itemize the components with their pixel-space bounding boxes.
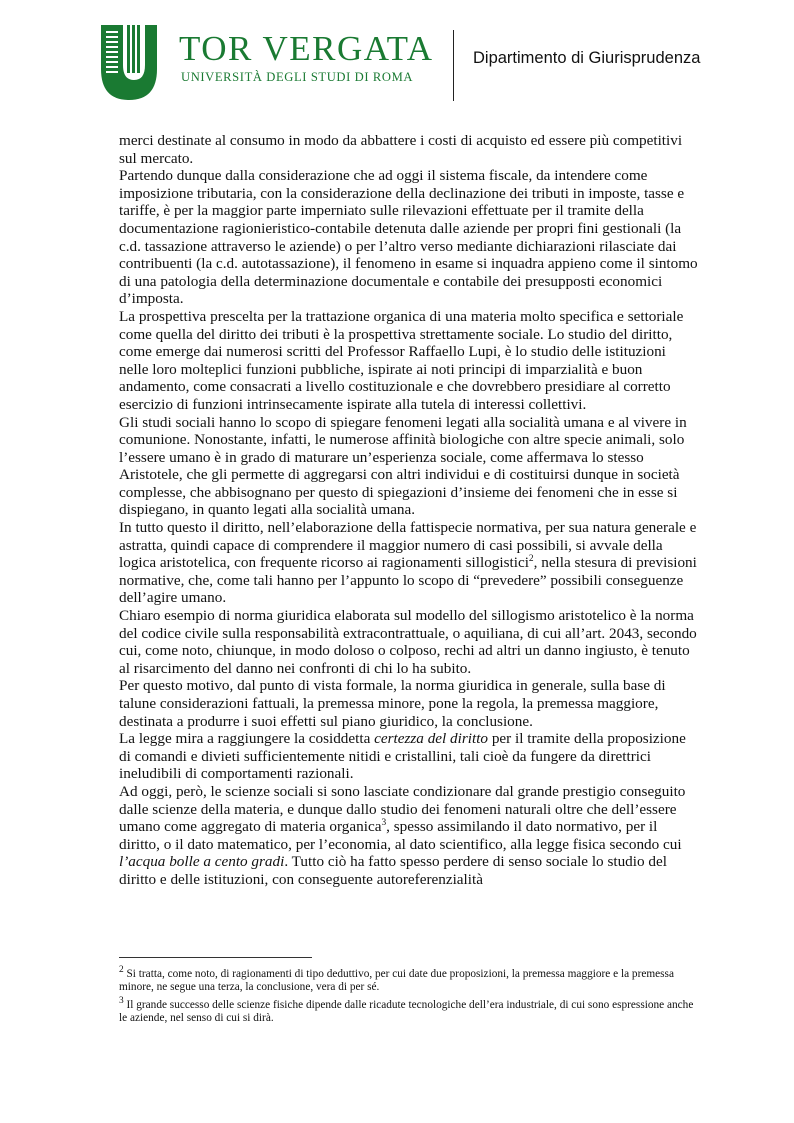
header-divider (453, 30, 454, 101)
text-span: In tutto questo il diritto, nell’elaborazione della fattispecie normativa, per sua natura generale e astratta, quindi capace di comprendere il maggior numero di casi possibili, si avvale della logica aristotelica, con frequente ricorso ai ragionamenti sillogistici (119, 519, 697, 572)
paragraph: Partendo dunque dalla considerazione che ad oggi il sistema fiscale, da intendere come imposizione tributaria, con la considerazione della declinazione dei tributi in imposte, tasse e tariffe, è per la maggior parte imperniato sulle rilevazioni effettuate per il tramite della documentazione ragionieristico-contabile detenuta dalle aziende per propri fini gestionali (la c.d. tassazione attraverso le aziende) o per l’altro verso mediante dichiarazioni rilasciate dai contribuenti (la c.d. autotassazione), il fenomeno in esame si inquadra appieno come il sintomo di una patologia della determinazione documentale e contabile dei presupposti economici d’imposta. (119, 167, 698, 308)
body-text (119, 132, 699, 889)
paragraph: Gli studi sociali hanno lo scopo di spiegare fenomeni legati alla socialità umana e al vivere in comunione. Nonostante, infatti, le numerose affinità biologiche con altre specie animali, solo l’essere umano è in grado di maturare un’esperienza sociale, come affermava lo stesso Aristotele, che gli permette di aggregarsi con altri individui e di costituirsi dunque in società complesse, che abbisognano per questo di spiegazioni d’insieme dei fenomeni che in esse si dispiegano, in quanto legati alla socialità umana. (119, 413, 687, 519)
text-span: Ad oggi, però, le scienze sociali si sono lasciate condizionare dal grande prestigio conseguito dalle scienze della materia, e dunque dallo studio dei fenomeni naturali oltre che dell’essere umano come aggregato di materia organica (119, 782, 686, 836)
footnote-text: Il grande successo delle scienze fisiche dipende dalle ricadute tecnologiche dell’era industriale, di cui sono espressione anche le aziende, nel senso di cui si dirà. (119, 998, 694, 1024)
footnote-number: 3 (119, 995, 124, 1006)
text-span: La legge mira a raggiungere la cosiddetta (119, 730, 375, 748)
paragraph (119, 730, 699, 783)
university-logo-icon (101, 25, 157, 100)
paragraph: merci destinate al consumo in modo da abbattere i costi di acquisto ed essere più competitivi sul mercato. (119, 132, 683, 167)
paragraph (119, 783, 699, 889)
text-span: per il tramite della proposizione di comandi e divieti sufficientemente nitidi e cristallini, tali cioè da fungere da direttrici ineludibili di comportamenti razionali. (119, 730, 686, 783)
emphasis: l’acqua bolle a cento gradi (119, 853, 285, 871)
paragraph (119, 519, 699, 607)
footnote-ref[interactable]: 2 (528, 554, 534, 565)
paragraph: Per questo motivo, dal punto di vista formale, la norma giuridica in generale, sulla base di talune considerazioni fattuali, la premessa minore, pone la regola, la premessa maggiore, destinata a produrre i suoi effetti sul piano giuridico, la conclusione. (119, 677, 666, 730)
footnote-number: 2 (119, 965, 124, 975)
university-subtitle: UNIVERSITÀ DEGLI STUDI DI ROMA (181, 70, 414, 84)
footnote (119, 995, 699, 1026)
text-span: . Tutto ciò ha fatto spesso perdere di senso sociale lo studio del diritto e delle istituzioni, con conseguente autoreferenzialità (119, 853, 667, 888)
footnote-ref[interactable]: 3 (381, 818, 387, 829)
paragraph: Chiaro esempio di norma giuridica elaborata sul modello del sillogismo aristotelico è la norma del codice civile sulla responsabilità extracontrattuale, o aquiliana, di cui all’art. 2043, secondo cui, come noto, chiunque, in modo doloso o colposo, rechi ad altri un danno ingiusto, è tenuto al risarcimento del danno nei confronti di chi lo ha subito. (119, 607, 697, 677)
text-span: , nella stesura di previsioni normative, che, come tali hanno per l’appunto lo scopo di “prevedere” possibili conseguenze dell’agire umano. (119, 554, 697, 607)
footnote-text: Si tratta, come noto, di ragionamenti di tipo deduttivo, per cui date due proposizioni, la premessa maggiore e la premessa minore, ne segue una terza, la conclusione, vera di per sé. (119, 967, 674, 994)
footnote-divider (119, 957, 312, 958)
footnote (119, 964, 699, 995)
paragraph: La prospettiva prescelta per la trattazione organica di una materia molto specifica e settoriale come quella del diritto dei tributi è la prospettiva strettamente sociale. Lo studio del diritto, come emerge dai numerosi scritti del Professor Raffaello Lupi, è lo studio delle istituzioni nelle loro molteplici funzioni pubbliche, ispirate ai noti principi di imparzialità e buon andamento, come consacrati a livello costituzionale e che dovrebbero presidiare al corretto esercizio di funzioni intrinsecamente ispirate alla tutela di interessi collettivi. (119, 307, 684, 413)
university-name: TOR VERGATA (179, 29, 434, 68)
emphasis: certezza del diritto (374, 730, 489, 748)
text-span: , spesso assimilando il dato normativo, per il diritto, o il dato matematico, per l’economia, al dato scientifico, alla legge fisica secondo cui (119, 818, 682, 853)
department-name: Dipartimento di Giurisprudenza (473, 49, 701, 67)
footnotes (119, 964, 699, 1025)
